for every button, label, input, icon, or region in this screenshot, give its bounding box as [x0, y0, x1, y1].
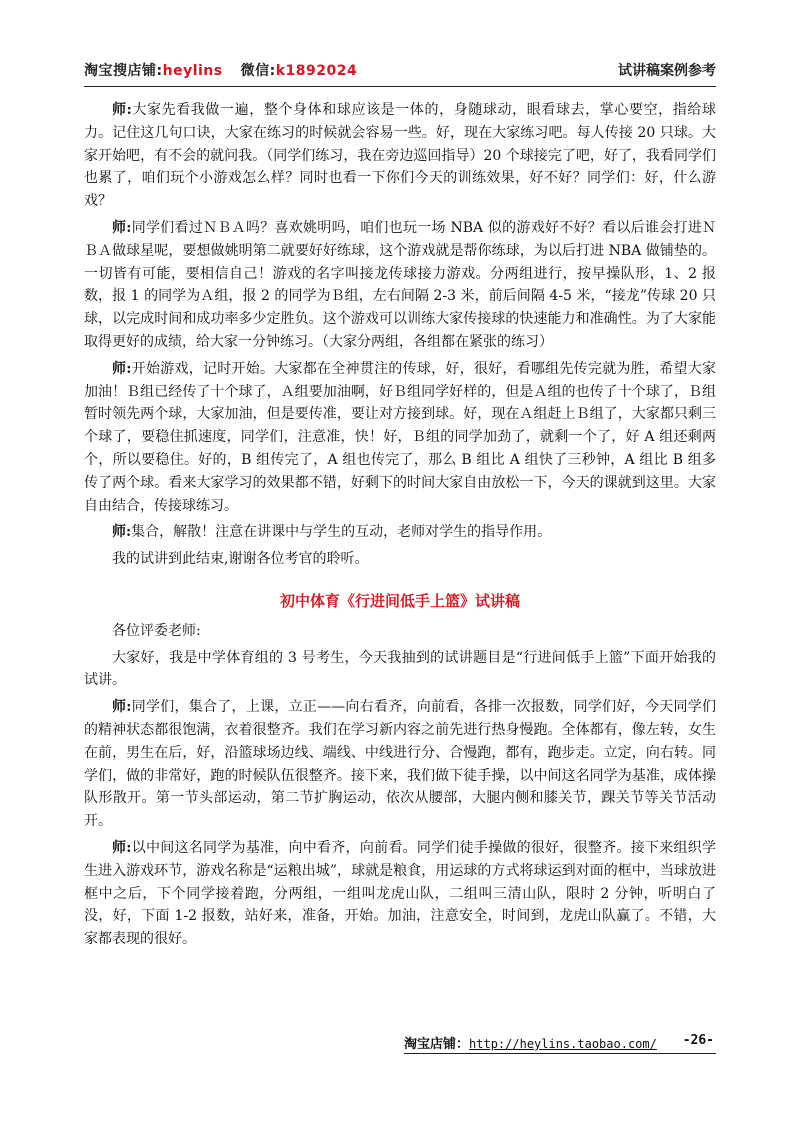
document-body [84, 99, 716, 955]
speaker-label: 师: [112, 219, 132, 236]
doc-label: 试讲稿案例参考 [618, 63, 716, 79]
page-footer [404, 1033, 716, 1054]
paragraph-text: 同学们，集合了，上课，立正——向右看齐，向前看，各排一次报数，同学们好，今天同学们的精神状态都很饱满，衣着很整齐。我们在学习新内容之前先进行热身慢跑。全体都有，像左转，女生在前，男生在后，好，沿篮球场边线、端线、中线进行分、合慢跑，都有，跑步走。立定，向右转。同学们，做的非常好，跑的时候队伍很整齐。接下来，我们做下徒手操，以中间这名同学为基准，成体操队形散开。第一节头部运动，第二节扩胸运动，依次从腰部，大腿内侧和膝关节，踝关节等关节活动开。 [84, 699, 716, 830]
closing-line: 我的试讲到此结束,谢谢各位考官的聆听。 [112, 551, 369, 568]
paragraph-text: 开始游戏，记时开始。大家都在全神贯注的传球，好，很好，看哪组先传完就为胜，希望大家加油！Ｂ组已经传了十个球了，Ａ组要加油啊，好Ｂ组同学好样的，但是Ａ组的也传了十个球了，Ｂ组暂时领先两个球，大家加油，但是要传准，要让对方接到球。好，现在Ａ组赶上Ｂ组了，大家都只剩三个球了，要稳住抓速度，同学们，注意准，快！好，Ｂ组的同学加劲了，就剩一个了，好 A 组还剩两个，所以要稳住。好的，B 组传完了，A 组也传完了，那么 B 组比 A 组快了三秒钟，A 组比 B 组多传了两个球。看来大家学习的效果都不错，好剩下的时间大家自由放松一下，今天的课就到这里。大家自由结合，传接球练习。 [84, 360, 717, 514]
speaker-label: 师: [112, 524, 132, 541]
paragraph-text: 集合，解散！注意在讲课中与学生的互动，老师对学生的指导作用。 [131, 524, 552, 541]
speaker-label: 师: [112, 839, 132, 856]
wechat-label: 微信: [240, 63, 276, 79]
paragraph [84, 358, 716, 518]
page-number: -26- [682, 1033, 714, 1048]
paragraph-text: 以中间这名同学为基准，向中看齐，向前看。同学们徒手操做的很好，很整齐。接下来组织学生进入游戏环节，游戏名称是“运粮出城”，球就是粮食，用运球的方式将球运到对面的框中，当球放进框中之后，下个同学接着跑，分两组，一组叫龙虎山队，二组叫三清山队，限时 2 分钟，听明白了没，好，下面 1-2 报数，站好来，准备，开始。加油，注意安全，时间到，龙虎山队赢了。不错，大家都表现的很好。 [84, 839, 717, 948]
header-shop-info [84, 60, 357, 80]
paragraph-text: 同学们看过ＮＢＡ吗？喜欢姚明吗，咱们也玩一场 NBA 似的游戏好不好？看以后谁会打进ＮＢＡ做球星呢，要想做姚明第二就要好好练球，这个游戏就是帮你练球，为以后打进 NBA 做铺垫的。一切皆有可能，要相信自己！游戏的名字叫接龙传球接力游戏。分两组进行，按早操队形，1、2 报数，报 1 的同学为Ａ组，报 2 的同学为Ｂ组，左右间隔 2-3 米，前后间隔 4-5 米，“接龙”传球 20 只球，以完成时间和成功率多少定胜负。这个游戏可以训练大家传接球的快速能力和准确性。为了大家能取得更好的成绩，给大家一分钟练习。（大家分两组，各组都在紧张的练习） [84, 219, 717, 350]
speaker-label: 师: [112, 699, 132, 716]
speaker-label: 师: [112, 360, 132, 377]
intro-paragraph: 大家好，我是中学体育组的 3 号考生，今天我抽到的试讲题目是“行进间低手上篮”下面开始我的试讲。 [84, 649, 716, 689]
footer-label: 淘宝店铺： [404, 1037, 470, 1052]
section-title: 初中体育《行进间低手上篮》试讲稿 [279, 591, 520, 610]
shop-name: heylins [162, 63, 223, 79]
paragraph [84, 696, 716, 833]
shop-label: 淘宝搜店铺: [84, 63, 163, 79]
speaker-label: 师: [112, 102, 132, 118]
paragraph [84, 217, 716, 354]
paragraph-text: 大家先看我做一遍，整个身体和球应该是一体的，身随球动，眼看球去，掌心要空，指给球力。记住这几句口诀，大家在练习的时候就会容易一些。好，现在大家练习吧。每人传接 20 只球。大家开始吧，有不会的就问我。（同学们练习，我在旁边巡回指导）20 个球接完了吧，好了，我看同学们也累了，咱们玩个小游戏怎么样？同时也看一下你们今天的训练效果，好不好？同学们：好，什么游戏？ [84, 102, 717, 210]
paragraph [84, 837, 716, 951]
greeting: 各位评委老师: [112, 622, 201, 639]
paragraph [84, 521, 716, 544]
wechat-id: k1892024 [275, 63, 358, 79]
page-header [84, 58, 716, 87]
footer-link[interactable]: http://heylins.taobao.com/ [469, 1037, 657, 1051]
paragraph [84, 99, 716, 213]
